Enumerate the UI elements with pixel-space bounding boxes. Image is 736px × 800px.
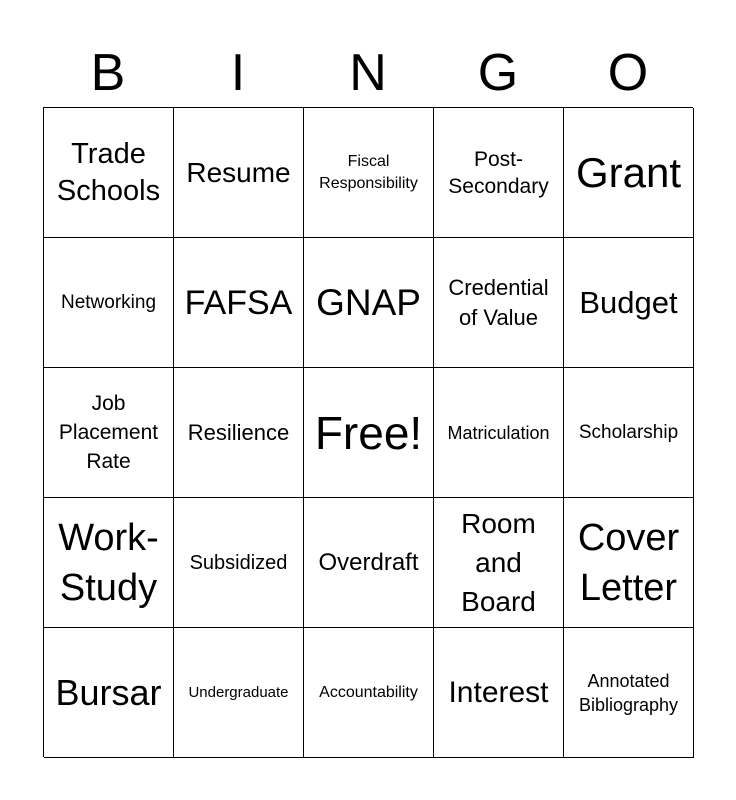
bingo-cell-interest[interactable]	[434, 628, 564, 758]
bingo-cell-matriculation[interactable]	[434, 368, 564, 498]
bingo-cell-trade-schools[interactable]	[44, 108, 174, 238]
bingo-cell-gnap[interactable]	[304, 238, 434, 368]
cell-label: Work-Study	[58, 516, 159, 609]
cell-label: Networking	[60, 291, 157, 313]
bingo-cell-fafsa[interactable]	[174, 238, 304, 368]
bingo-cell-credential-of-value[interactable]	[434, 238, 564, 368]
bingo-cell-job-placement-rate[interactable]	[44, 368, 174, 498]
cell-label: Bursar	[55, 671, 162, 713]
header-letter-b: B	[90, 44, 126, 102]
cell-label: Resume	[186, 156, 291, 188]
bingo-cell-scholarship[interactable]	[564, 368, 694, 498]
cell-label: Resilience	[187, 419, 290, 445]
header-letter-n: N	[349, 44, 387, 102]
bingo-cell-networking[interactable]	[44, 238, 174, 368]
cell-label: Annotated Bibliography	[578, 670, 679, 715]
cell-label: Budget	[579, 284, 678, 320]
cell-label: Overdraft	[318, 548, 419, 576]
bingo-header	[43, 40, 693, 106]
bingo-cell-post-secondary[interactable]	[434, 108, 564, 238]
cell-label: Subsidized	[189, 551, 288, 574]
cell-label: FAFSA	[184, 283, 293, 322]
header-letter-g: G	[477, 44, 519, 102]
bingo-cell-accountability[interactable]	[304, 628, 434, 758]
bingo-cell-free-space[interactable]	[304, 368, 434, 498]
cell-label: Job Placement Rate	[58, 392, 159, 473]
header-letter-i: I	[230, 44, 246, 102]
cell-label: Trade Schools	[56, 137, 161, 207]
cell-label: Post-Secondary	[448, 147, 549, 198]
cell-label: Accountability	[319, 683, 418, 701]
bingo-board	[43, 107, 693, 757]
cell-label: GNAP	[316, 281, 421, 323]
cell-label: Interest	[448, 675, 549, 709]
bingo-cell-undergraduate[interactable]	[174, 628, 304, 758]
bingo-cell-resilience[interactable]	[174, 368, 304, 498]
bingo-cell-fiscal-responsibility[interactable]	[304, 108, 434, 238]
cell-label: Matriculation	[447, 422, 550, 443]
cell-label: Cover Letter	[577, 516, 680, 609]
cell-label: Room and Board	[461, 508, 536, 617]
bingo-cell-bursar[interactable]	[44, 628, 174, 758]
header-letter-o: O	[607, 44, 649, 102]
cell-label: Undergraduate	[188, 683, 289, 701]
bingo-cell-overdraft[interactable]	[304, 498, 434, 628]
bingo-cell-work-study[interactable]	[44, 498, 174, 628]
cell-label: Credential of Value	[448, 274, 549, 330]
bingo-cell-subsidized[interactable]	[174, 498, 304, 628]
bingo-cell-cover-letter[interactable]	[564, 498, 694, 628]
bingo-cell-resume[interactable]	[174, 108, 304, 238]
cell-label: Free!	[314, 406, 423, 459]
cell-label: Grant	[575, 148, 682, 196]
bingo-cell-annotated-bibliography[interactable]	[564, 628, 694, 758]
cell-label: Fiscal Responsibility	[319, 152, 418, 192]
bingo-cell-grant[interactable]	[564, 108, 694, 238]
bingo-cell-budget[interactable]	[564, 238, 694, 368]
bingo-cell-room-and-board[interactable]	[434, 498, 564, 628]
cell-label: Scholarship	[578, 421, 679, 443]
